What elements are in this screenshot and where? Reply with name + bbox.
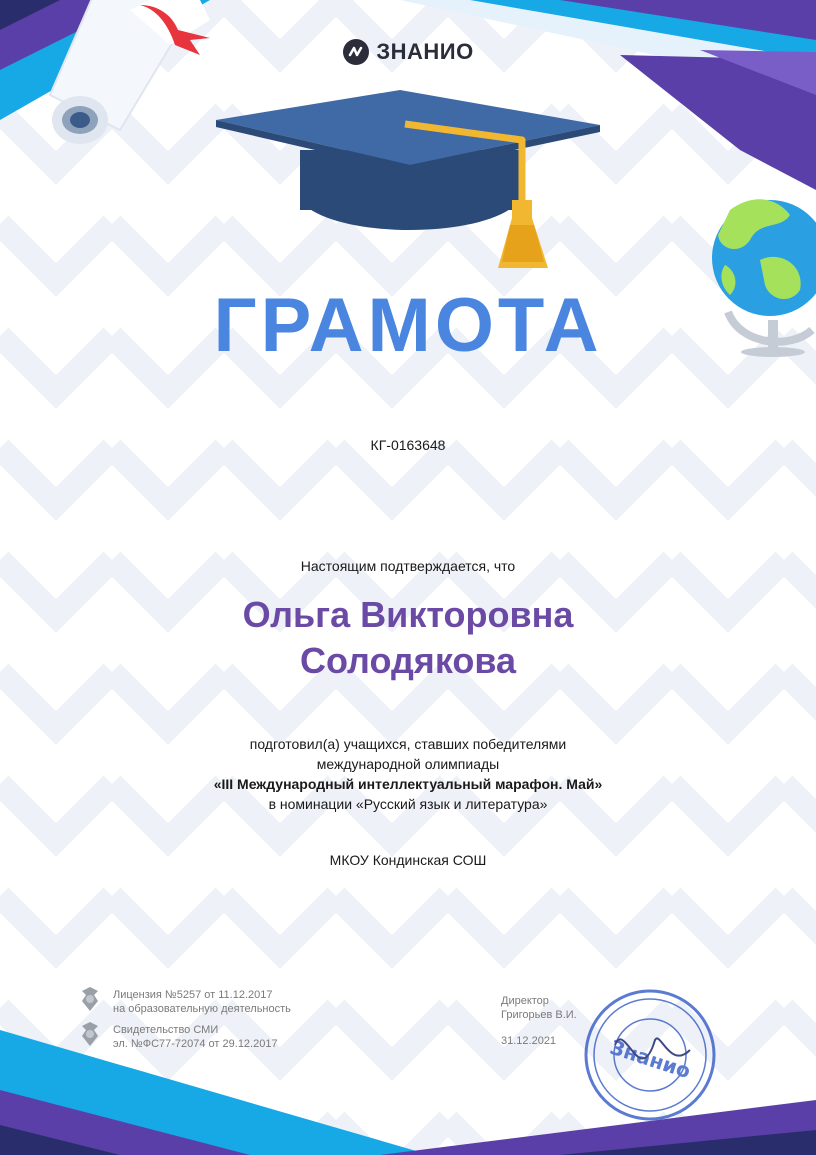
desc-line-1: подготовил(а) учащихся, ставших победителями <box>249 736 567 752</box>
brand-logo <box>0 38 816 66</box>
certificate-number: КГ-0163648 <box>370 437 446 453</box>
recipient-line-1: Ольга Викторовна <box>242 594 574 635</box>
smi-info <box>113 1023 278 1051</box>
award-description <box>0 734 816 814</box>
smi-line-2: эл. №ФС77-72074 от 29.12.2017 <box>113 1038 278 1050</box>
license-line-1: Лицензия №5257 от 11.12.2017 <box>113 989 273 1001</box>
svg-text:Знанио: Знанио <box>607 1034 694 1084</box>
license-info <box>113 988 291 1016</box>
znanio-logo-icon <box>342 38 370 66</box>
smi-line-1: Свидетельство СМИ <box>113 1024 219 1036</box>
nomination: в номинации «Русский язык и литература» <box>268 796 548 812</box>
olympiad-name: «III Международный интеллектуальный марафон. Май» <box>213 776 603 792</box>
recipient-name <box>0 592 816 684</box>
director-block <box>501 994 577 1048</box>
logo-text: ЗНАНИО <box>376 39 474 64</box>
director-name: Григорьев В.И. <box>501 1009 577 1021</box>
issue-date: 31.12.2021 <box>501 1035 557 1047</box>
license-line-2: на образовательную деятельность <box>113 1003 291 1015</box>
school-name: МКОУ Кондинская СОШ <box>329 852 487 868</box>
director-title: Директор <box>501 995 549 1007</box>
recipient-line-2: Солодякова <box>299 640 517 681</box>
desc-line-2: международной олимпиады <box>316 756 500 772</box>
confirm-text: Настоящим подтверждается, что <box>300 558 516 574</box>
certificate-title: ГРАМОТА <box>213 283 603 368</box>
